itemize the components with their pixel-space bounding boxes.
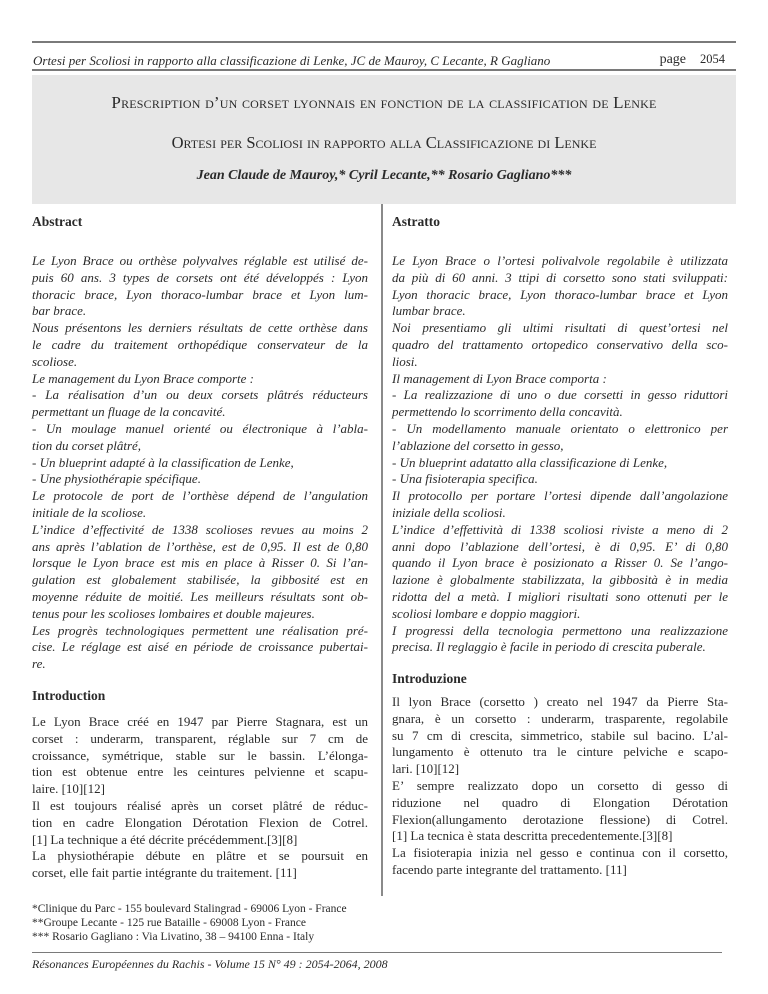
text-line: lumbar brace. <box>392 303 466 319</box>
text-line: I progressi della tecnologia permettono una realizzazione <box>392 622 728 638</box>
text-line: Flexion(allungamento derotazione flessione) di Cotrel. <box>392 811 728 827</box>
text-line: anni dopo l’ablazione dell’ortesi, è di 0,95. E’ di 0,80 <box>392 538 728 554</box>
text-line: - Un blueprint adapté à la classification de Lenke, <box>32 454 294 470</box>
header-bottom-rule <box>32 69 736 71</box>
text-line: - Un modellamento manuale orientato o elettronico per <box>392 420 728 436</box>
title-italian: Ortesi per Scoliosi in rapporto alla Classificazione di Lenke <box>171 133 597 152</box>
column-divider <box>381 204 383 896</box>
text-line: Il lyon Brace (corsetto ) creato nel 1947 da Pierre Sta- <box>392 694 728 709</box>
text-line: laire. [10][12] <box>32 781 105 797</box>
text-line: Il management di Lyon Brace comporta : <box>392 370 607 386</box>
text-line: initiale de la scoliose. <box>32 504 147 520</box>
text-line: ridotta del a metà. I migliori risultati sono ottenuti per le <box>392 588 728 604</box>
page-label: page <box>659 52 686 67</box>
text-line: tion du corset plâtré, <box>32 437 142 453</box>
text-line: Le Lyon Brace o l’ortesi polivalvole regolabile è utilizzata <box>392 253 728 268</box>
text-line: quadro del trattamento ortopedico conservativo della sco- <box>392 336 728 352</box>
text-line: Il est toujours réalisé après un corset plâtré de réduc- <box>32 797 368 813</box>
text-line: gnara, è un corsetto : underarm, trasparente, regolabile <box>392 710 728 726</box>
text-line: L’indice d’effettività di 1338 scoliosi riviste a meno di 2 <box>392 521 728 537</box>
text-line: - La realizzazione di uno o due corsetti in gesso riduttori <box>392 387 728 403</box>
text-line: lorsque le Lyon brace est mis en place à Risser 0. Si l’an- <box>32 555 368 571</box>
text-line: Les progrès technologiques permettent une réalisation pré- <box>32 622 368 638</box>
abstract-heading: Abstract <box>32 214 83 229</box>
text-line: iniziale della scoliosi. <box>392 504 506 520</box>
text-line: - Un blueprint adatatto alla classificazione di Lenke, <box>392 454 668 470</box>
introduzione-heading: Introduzione <box>392 671 467 686</box>
text-line: Le protocole de port de l’orthèse dépend de l’angulation <box>32 488 368 504</box>
text-line: Il protocollo per portare l’ortesi dipende dall’angolazione <box>392 488 728 504</box>
text-line: liosi. <box>392 353 418 369</box>
text-line: La fisioterapia inizia nel gesso e continua con il corsetto, <box>392 845 728 861</box>
footnotes <box>32 902 347 944</box>
text-line: Noi presentiamo gli ultimi risultati di quest’ortesi nel <box>392 320 728 336</box>
header-top-rule <box>32 41 736 43</box>
text-line: da più di 60 anni. 3 ttipi di corsetto sono stati sviluppati: <box>392 269 728 285</box>
page-number: 2054 <box>700 52 725 66</box>
text-line: ans après l’ablation de l’orthèse, est de 0,95. Il est de 0,80 <box>32 538 368 554</box>
running-header-text: Ortesi per Scoliosi in rapporto alla classificazione di Lenke, JC de Mauroy, C Lecante, R Gagliano <box>33 53 551 68</box>
text-line: - La réalisation d’un ou deux corsets plâtrés réducteurs <box>32 387 368 403</box>
text-line: E’ sempre realizzato dopo un corsetto di gesso di <box>392 777 728 793</box>
text-line: Nous présentons les derniers résultats de cette orthèse dans <box>32 320 368 336</box>
text-line: Le Lyon Brace ou orthèse polyvalves réglable est utilisé de- <box>32 253 368 268</box>
title-french: Prescription d’un corset lyonnais en fonction de la classification de Lenke <box>111 93 657 112</box>
footnote: *Clinique du Parc - 155 boulevard Stalingrad - 69006 Lyon - France <box>32 903 347 915</box>
text-line: tion est obtenue entre les ceintures pelvienne et scapu- <box>32 764 368 780</box>
text-line: permettant un fluage de la concavité. <box>32 404 226 420</box>
introduction-french <box>32 714 368 882</box>
text-line: [1] La tecnica è stata descritta precedentemente.[3][8] <box>392 828 673 844</box>
abstract-italian <box>392 253 728 656</box>
abstract-french <box>32 253 368 673</box>
text-line: moyenne réduite de moitié. Les meilleurs résultats sont ob- <box>32 588 368 604</box>
footer-rule <box>32 952 722 953</box>
journal-footer: Résonances Européennes du Rachis - Volume 15 N° 49 : 2054-2064, 2008 <box>32 957 388 971</box>
footnote: **Groupe Lecante - 125 rue Bataille - 69008 Lyon - France <box>32 917 306 929</box>
text-line: Le Lyon Brace créé en 1947 par Pierre Stagnara, est un <box>32 714 368 729</box>
text-line: facendo parte integrante del trattamento. [11] <box>392 861 627 877</box>
text-line: permettendo lo scorrimento della concavità. <box>392 404 623 420</box>
text-line: corset, elle fait partie intégrante du traitement. [11] <box>32 865 297 881</box>
text-line: Lyon thoracic brace, Lyon thoraco-lumbar brace et Lyon <box>392 286 728 302</box>
text-line: scoliosi lombare e doppio maggiori. <box>392 605 581 621</box>
text-line: croissance, symétrique, stable sur le bassin. L’élonga- <box>32 747 368 763</box>
astratto-heading: Astratto <box>392 214 440 229</box>
text-line: quando il Lyon brace è posizionato a Risser 0. Se l’ango- <box>392 555 728 571</box>
text-line: bar brace. <box>32 303 87 319</box>
authors: Jean Claude de Mauroy,* Cyril Lecante,** Rosario Gagliano*** <box>196 168 572 183</box>
text-line: puis 60 ans. 3 types de corsets ont été développés : Lyon <box>32 269 368 285</box>
page-indicator <box>660 52 725 68</box>
text-line: - Un moulage manuel orienté ou électronique à l’abla- <box>32 420 368 436</box>
text-line: cise. Le réglage est aisé en période de croissance pubertai- <box>32 639 368 655</box>
text-line: L’indice d’effectivité de 1338 scolioses revues au moins 2 <box>32 521 368 537</box>
text-line: lungamento è ottenuto tra le cinture pelviche e scapo- <box>392 744 728 760</box>
introduction-italian <box>392 694 728 879</box>
text-line: le cadre du traitement orthopédique conservateur de la <box>32 336 368 352</box>
text-line: su 7 cm di crescita, simmetrico, stabile sul bacino. L’al- <box>392 727 728 743</box>
text-line: gulation est globalement stabilisée, la gibbosité est en <box>32 572 368 588</box>
text-line: [1] La technique a été décrite précédemment.[3][8] <box>32 831 298 847</box>
text-line: lazione è globalmente stabilizzata, la gibbosità è in media <box>392 572 728 588</box>
text-line: tenus pour les scolioses lombaires et double majeures. <box>32 605 315 621</box>
text-line: re. <box>32 656 46 672</box>
text-line: l’ablazione del corsetto in gesso, <box>392 437 564 453</box>
text-line: La physiothérapie débute en plâtre et se poursuit en <box>32 848 368 864</box>
text-line: riduzione nel quadro di Elongation Dérotation <box>392 794 728 810</box>
text-line: corset : underarm, transparent, réglable sur 7 cm de <box>32 730 368 746</box>
text-line: tion en cadre Elongation Dérotation Flexion de Cotrel. <box>32 814 368 830</box>
text-line: Le management du Lyon Brace comporte : <box>32 370 255 386</box>
text-line: thoracic brace, Lyon thoraco-lumbar brace et Lyon lum- <box>32 286 368 302</box>
text-line: lari. [10][12] <box>392 761 460 777</box>
running-header <box>33 53 735 69</box>
title-block <box>32 75 736 204</box>
text-line: scoliose. <box>32 353 78 369</box>
introduction-heading: Introduction <box>32 688 106 703</box>
footnote: *** Rosario Gagliano : Via Livatino, 38 – 94100 Enna - Italy <box>32 931 315 943</box>
text-line: precisa. Il reglaggio è facile in periodo di crescita puberale. <box>392 639 706 655</box>
text-line: - Une physiothérapie spécifique. <box>32 471 201 487</box>
text-line: - Una fisioterapia specifica. <box>392 471 538 487</box>
